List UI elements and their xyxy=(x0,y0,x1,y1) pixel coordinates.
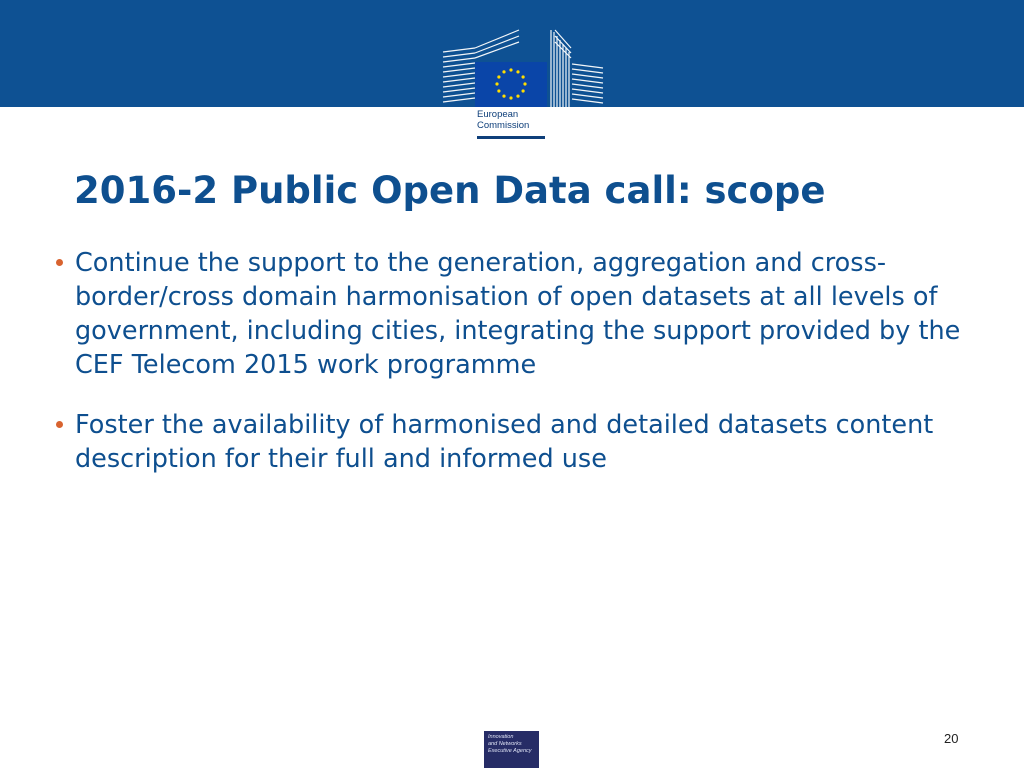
logo-wordmark xyxy=(477,109,547,131)
logo-line-2: Commission xyxy=(477,120,530,131)
slide-title: 2016-2 Public Open Data call: scope xyxy=(74,169,826,212)
agency-line-1: Innovation xyxy=(488,734,514,740)
bullet-dot-icon xyxy=(56,421,63,428)
agency-line-3: Executive Agency xyxy=(488,748,532,754)
logo-underline xyxy=(477,136,545,139)
european-commission-logo xyxy=(441,28,605,142)
bullet-item xyxy=(56,408,976,476)
bullet-dot-icon xyxy=(56,259,63,266)
page-number: 20 xyxy=(944,731,959,746)
inea-agency-logo xyxy=(484,731,539,768)
bullet-list xyxy=(56,246,976,502)
agency-wordmark xyxy=(488,734,538,755)
agency-line-2: and Networks xyxy=(488,741,522,747)
bullet-item xyxy=(56,246,976,382)
bullet-text: Continue the support to the generation, aggregation and cross-border/cross domain harmonisation of open datasets at all levels of government, including cities, integrating the support provided by the CEF Telecom 2015 work programme xyxy=(75,248,961,380)
logo-line-1: European xyxy=(477,109,519,120)
bullet-text: Foster the availability of harmonised and detailed datasets content description for their full and informed use xyxy=(75,410,934,474)
